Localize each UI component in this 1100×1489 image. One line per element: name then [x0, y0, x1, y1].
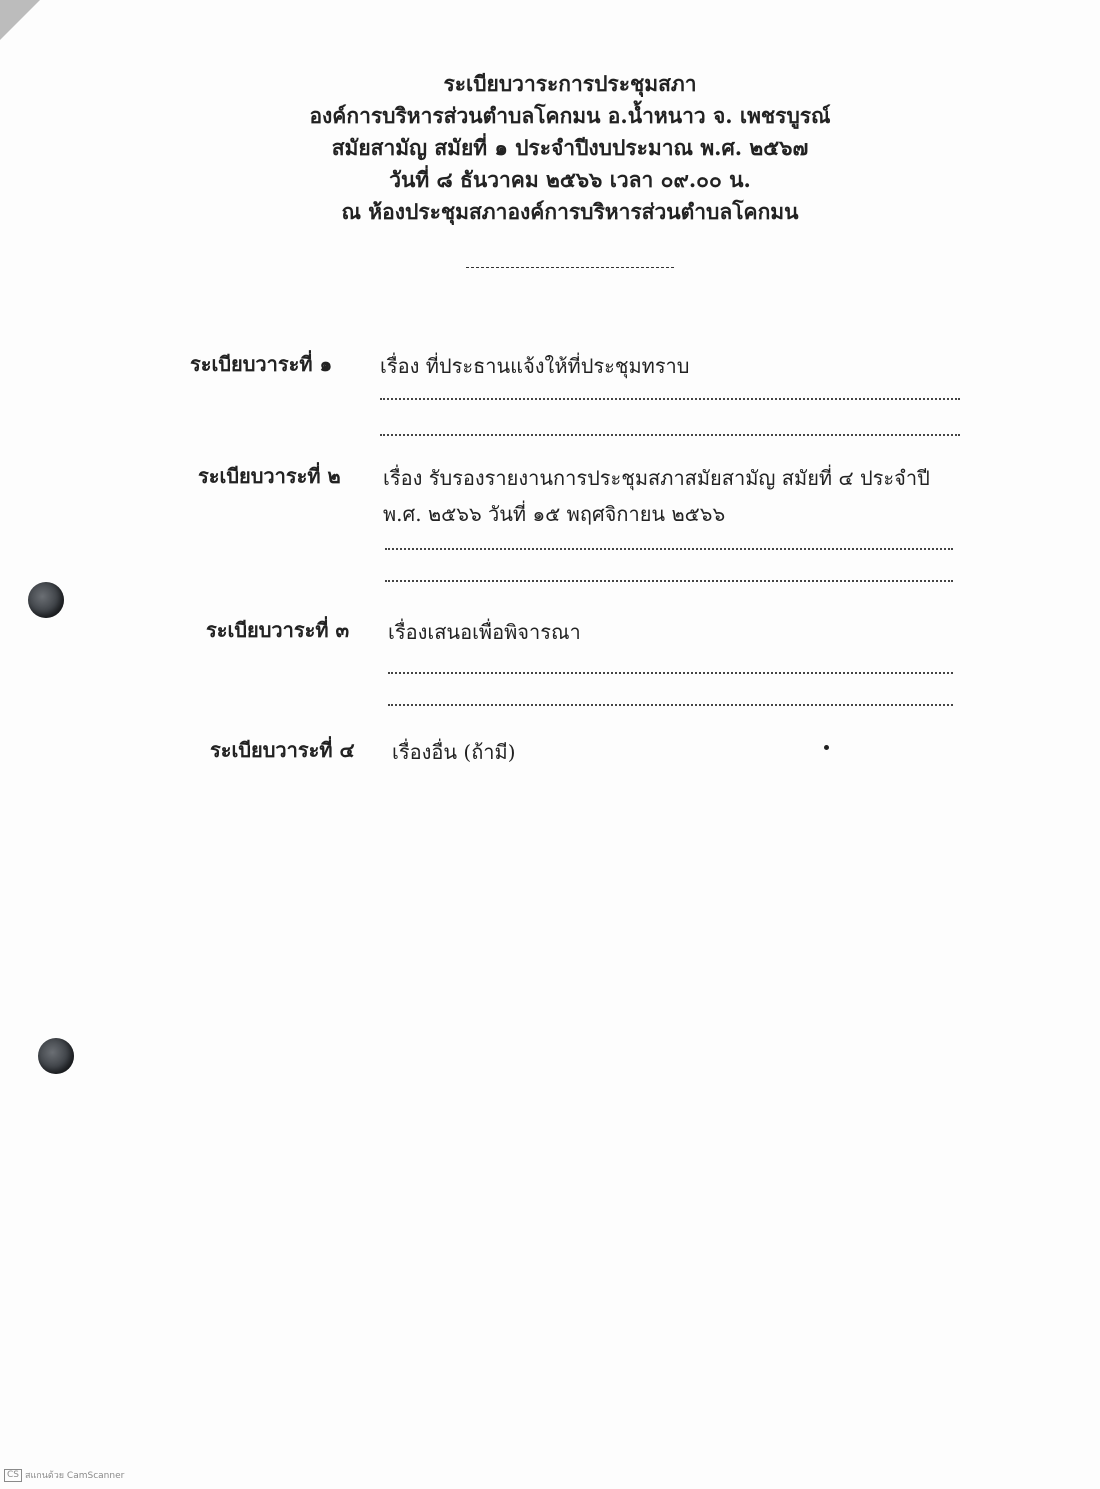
header-organization: องค์การบริหารส่วนตำบลโคกมน อ.น้ำหนาว จ. เพชรบูรณ์: [309, 103, 831, 128]
blank-line: [385, 548, 953, 550]
punch-hole-top: [28, 582, 64, 618]
agenda-topic: เรื่องอื่น (ถ้ามี): [392, 740, 516, 764]
document-header: [200, 68, 940, 228]
punch-hole-bottom: [38, 1038, 74, 1074]
header-venue: ณ ห้องประชุมสภาองค์การบริหารส่วนตำบลโคกมน: [341, 199, 799, 224]
camscanner-badge: CS: [4, 1469, 22, 1482]
blank-line: [385, 580, 953, 582]
agenda-topic: เรื่อง ที่ประธานแจ้งให้ที่ประชุมทราบ: [380, 354, 690, 378]
agenda-label: ระเบียบวาระที่ ๒: [198, 464, 341, 488]
header-title: ระเบียบวาระการประชุมสภา: [443, 71, 697, 96]
blank-line: [380, 434, 960, 436]
agenda-label: ระเบียบวาระที่ ๔: [210, 738, 355, 762]
corner-fold: [0, 0, 40, 40]
agenda-topic: เรื่องเสนอเพื่อพิจารณา: [388, 620, 581, 644]
blank-line: [388, 672, 953, 674]
header-date-time: วันที่ ๘ ธันวาคม ๒๕๖๖ เวลา ๐๙.๐๐ น.: [389, 167, 751, 192]
agenda-label: ระเบียบวาระที่ ๑: [190, 352, 333, 376]
agenda-topic: เรื่อง รับรองรายงานการประชุมสภาสมัยสามัญ สมัยที่ ๔ ประจำปี พ.ศ. ๒๕๖๖ วันที่ ๑๕ พฤศจิกายน ๒๕๖๖: [383, 466, 930, 526]
scanner-watermark: [4, 1468, 124, 1482]
header-divider: [466, 267, 674, 268]
blank-line: [380, 398, 960, 400]
agenda-label: ระเบียบวาระที่ ๓: [206, 618, 350, 642]
blank-line: [388, 704, 953, 706]
camscanner-text: สแกนด้วย CamScanner: [25, 1471, 125, 1481]
header-session: สมัยสามัญ สมัยที่ ๑ ประจำปีงบประมาณ พ.ศ. ๒๕๖๗: [331, 135, 809, 160]
